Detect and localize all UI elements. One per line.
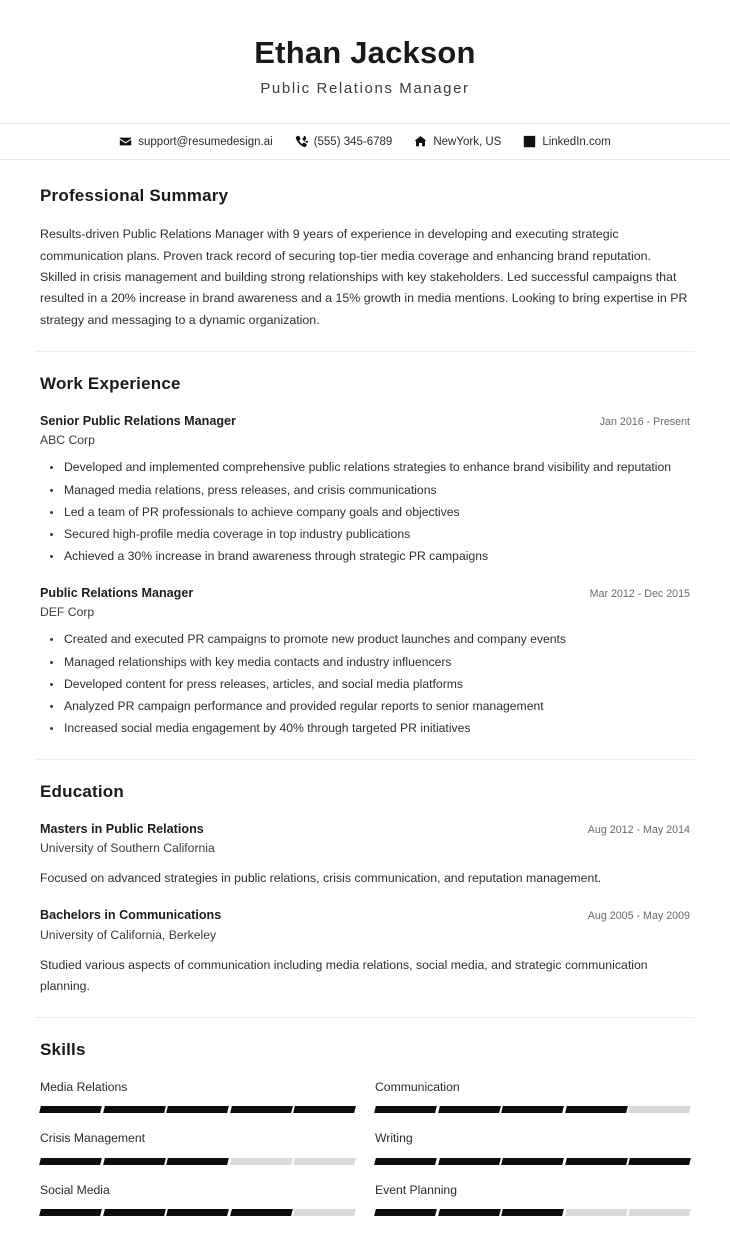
education-entry-head	[40, 820, 690, 838]
skill-level-segment	[374, 1106, 436, 1113]
skills-grid	[40, 1078, 690, 1216]
list-item: Managed media relations, press releases, and crisis communications	[40, 481, 690, 500]
skill-level-segment	[565, 1209, 627, 1216]
contact-phone[interactable]	[295, 135, 393, 148]
resume-header	[0, 0, 730, 123]
skill-level-segment	[501, 1158, 563, 1165]
skill-level-bar	[375, 1158, 690, 1165]
experience-entry-head	[40, 412, 690, 430]
skill-level-segment	[438, 1158, 500, 1165]
skill-level-segment	[166, 1209, 228, 1216]
contact-linkedin[interactable]	[523, 135, 610, 148]
list-item: Managed relationships with key media contacts and industry influencers	[40, 653, 690, 672]
summary-text: Results-driven Public Relations Manager with 9 years of experience in developing and executing strategic communication plans. Proven track record of securing top-tier media coverage and enhancing brand reputation. Skilled in crisis management and building strong relationships with key stakeholders. Led successful campaigns that resulted in a 20% increase in brand awareness and a 15% growth in media mentions. Looking to bring expertise in PR strategy and messaging to a dynamic organization.	[40, 227, 688, 327]
skill-level-segment	[629, 1158, 691, 1165]
skill-name: Social Media	[40, 1182, 110, 1197]
skill-level-segment	[438, 1209, 500, 1216]
section-title-experience: Work Experience	[40, 373, 181, 393]
skill-level-bar	[40, 1209, 355, 1216]
section-title-summary: Professional Summary	[40, 186, 229, 206]
education-degree: Bachelors in Communications	[40, 908, 222, 923]
skill-level-segment	[629, 1209, 691, 1216]
skill-level-segment	[294, 1106, 356, 1113]
list-item: Analyzed PR campaign performance and provided regular reports to senior management	[40, 697, 690, 716]
contact-email[interactable]	[119, 135, 272, 148]
skill-item	[40, 1078, 355, 1113]
contact-phone-label: (555) 345-6789	[313, 135, 393, 148]
section-professional-summary	[40, 160, 690, 351]
skill-name: Crisis Management	[40, 1131, 145, 1146]
section-title-skills: Skills	[40, 1040, 86, 1060]
skill-level-segment	[166, 1106, 228, 1113]
envelope-icon	[119, 135, 132, 148]
skill-level-segment	[103, 1158, 165, 1165]
education-entry	[40, 906, 690, 997]
section-work-experience	[40, 352, 690, 759]
section-title-education: Education	[40, 781, 124, 801]
experience-date: Mar 2012 - Dec 2015	[589, 587, 690, 600]
list-item: Developed and implemented comprehensive public relations strategies to enhance brand visibility and reputation	[40, 458, 690, 477]
education-date: Aug 2005 - May 2009	[587, 910, 690, 923]
skill-level-segment	[230, 1158, 292, 1165]
skill-level-segment	[501, 1209, 563, 1216]
skill-level-segment	[230, 1209, 292, 1216]
education-institution: University of California, Berkeley	[40, 927, 217, 942]
skill-item	[40, 1181, 355, 1216]
skill-level-segment	[39, 1106, 101, 1113]
skill-level-segment	[565, 1158, 627, 1165]
experience-role: Senior Public Relations Manager	[40, 413, 236, 428]
experience-entry-head	[40, 584, 690, 602]
contact-location[interactable]	[414, 135, 501, 148]
experience-organization: ABC Corp	[40, 433, 95, 448]
skill-name: Media Relations	[40, 1080, 128, 1095]
skill-level-segment	[230, 1106, 292, 1113]
candidate-name: Ethan Jackson	[254, 35, 476, 70]
education-entry-head	[40, 906, 690, 924]
skill-level-segment	[565, 1106, 627, 1113]
skill-level-segment	[39, 1158, 101, 1165]
skill-level-bar	[375, 1209, 690, 1216]
education-date: Aug 2012 - May 2014	[587, 823, 690, 836]
list-item: Developed content for press releases, articles, and social media platforms	[40, 675, 690, 694]
skill-name: Writing	[375, 1131, 413, 1146]
skill-level-segment	[629, 1106, 691, 1113]
skill-item	[375, 1078, 690, 1113]
skill-level-segment	[103, 1209, 165, 1216]
section-skills	[40, 1018, 690, 1236]
skill-item	[375, 1129, 690, 1164]
contact-bar	[0, 124, 730, 159]
education-entry	[40, 820, 690, 890]
skill-level-segment	[294, 1158, 356, 1165]
skill-level-bar	[40, 1106, 355, 1113]
list-item: Led a team of PR professionals to achieve company goals and objectives	[40, 503, 690, 522]
skill-level-segment	[501, 1106, 563, 1113]
experience-role: Public Relations Manager	[40, 585, 194, 600]
education-institution: University of Southern California	[40, 840, 215, 855]
experience-bullet-list	[40, 458, 690, 566]
contact-linkedin-label: LinkedIn.com	[542, 135, 611, 148]
skill-item	[375, 1181, 690, 1216]
skill-level-segment	[374, 1209, 436, 1216]
skill-item	[40, 1129, 355, 1164]
list-item: Created and executed PR campaigns to promote new product launches and company events	[40, 630, 690, 649]
linkedin-icon	[523, 135, 536, 148]
home-icon	[414, 135, 427, 148]
experience-date: Jan 2016 - Present	[599, 415, 690, 428]
education-description: Studied various aspects of communication including media relations, social media, and strategic communication planning.	[40, 957, 648, 993]
contact-location-label: NewYork, US	[433, 135, 502, 148]
skill-level-segment	[438, 1106, 500, 1113]
skill-level-bar	[40, 1158, 355, 1165]
experience-organization: DEF Corp	[40, 604, 95, 619]
resume-body	[0, 160, 730, 1236]
list-item: Secured high-profile media coverage in top industry publications	[40, 525, 690, 544]
experience-bullet-list	[40, 630, 690, 738]
contact-email-label: support@resumedesign.ai	[138, 135, 273, 148]
skill-name: Event Planning	[375, 1182, 457, 1197]
experience-entry	[40, 584, 690, 739]
education-degree: Masters in Public Relations	[40, 821, 204, 836]
section-education	[40, 760, 690, 1018]
education-description: Focused on advanced strategies in public relations, crisis communication, and reputation management.	[40, 871, 602, 886]
skill-name: Communication	[375, 1080, 460, 1095]
list-item: Increased social media engagement by 40% through targeted PR initiatives	[40, 719, 690, 738]
skill-level-segment	[294, 1209, 356, 1216]
candidate-job-title: Public Relations Manager	[260, 80, 470, 98]
phone-icon	[295, 135, 308, 148]
skill-level-segment	[103, 1106, 165, 1113]
skill-level-segment	[166, 1158, 228, 1165]
experience-entry	[40, 412, 690, 567]
list-item: Achieved a 30% increase in brand awareness through strategic PR campaigns	[40, 547, 690, 566]
skill-level-segment	[374, 1158, 436, 1165]
skill-level-segment	[39, 1209, 101, 1216]
skill-level-bar	[375, 1106, 690, 1113]
